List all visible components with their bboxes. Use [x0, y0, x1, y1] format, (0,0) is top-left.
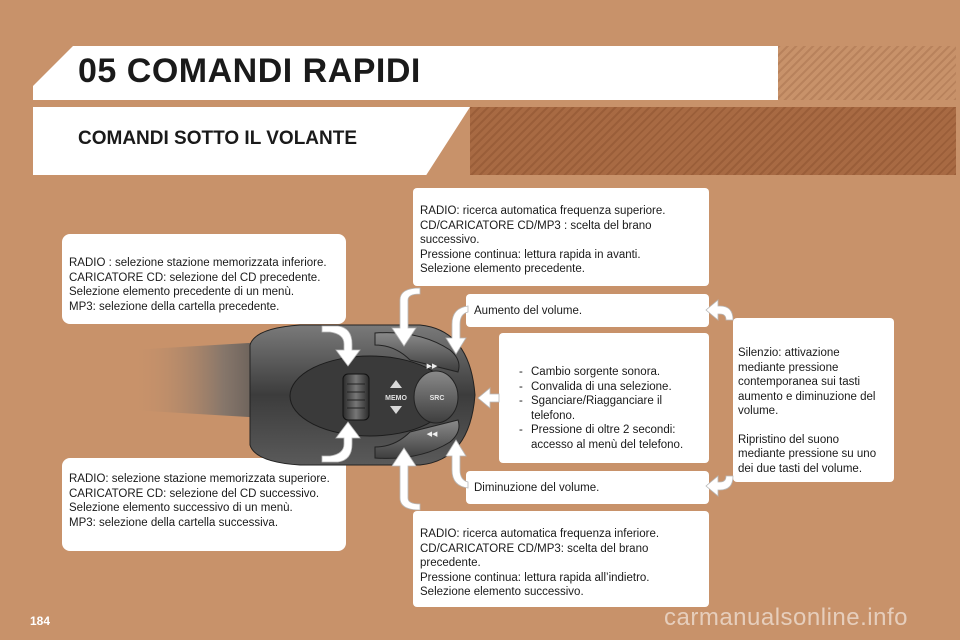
- memo-label: MEMO: [385, 395, 407, 402]
- callout-radio-prev-station: RADIO : selezione stazione memorizzata inferiore. CARICATORE CD: selezione del CD precedente. Selezione elemento precedente di un menù. MP3: selezione della cartella precedente.: [62, 234, 346, 324]
- callout-search-down: RADIO: ricerca automatica frequenza inferiore. CD/CARICATORE CD/MP3: scelta del brano precedente. Pressione continua: lettura rapida all’indietro. Selezione elemento successivo.: [413, 511, 709, 607]
- list-item: - Cambio sorgente sonora.: [531, 365, 703, 380]
- callout-radio-next-station: RADIO: selezione stazione memorizzata superiore. CARICATORE CD: selezione del CD successivo. Selezione elemento successivo di un menù. MP3: selezione della cartella successiva.: [62, 458, 346, 551]
- list-item: - Sganciare/Riagganciare il telefono.: [531, 394, 703, 423]
- callout-search-up: RADIO: ricerca automatica frequenza superiore. CD/CARICATORE CD/MP3 : scelta del brano successivo. Pressione continua: lettura rapida in avanti. Selezione elemento precedente.: [413, 188, 709, 286]
- page-title: 05 COMANDI RAPIDI: [78, 52, 421, 90]
- section-title: COMANDI SOTTO IL VOLANTE: [78, 128, 358, 149]
- arrow-mute-down: [706, 476, 733, 496]
- arrow-src: [478, 388, 499, 408]
- callout-mute: Silenzio: attivazione mediante pressione contemporanea sui tasti aumento e diminuzione del volume. Ripristino del suono mediante pressione su uno dei due tasti del volume.: [733, 318, 894, 482]
- callout-volume-down: Diminuzione del volume.: [466, 471, 709, 504]
- forward-icon: ▶▶: [426, 362, 438, 370]
- list-item: - Convalida di una selezione.: [531, 380, 703, 395]
- page-number: 184: [30, 614, 51, 628]
- src-label: SRC: [429, 395, 445, 402]
- callout-volume-up: Aumento del volume.: [466, 294, 709, 327]
- watermark: carmanualsonline.info: [664, 604, 908, 631]
- arrow-mute-up: [706, 300, 733, 320]
- memo-wheel: [343, 374, 369, 420]
- list-item: - Pressione di oltre 2 secondi: accesso al menù del telefono.: [531, 423, 703, 452]
- rewind-icon: ◀◀: [426, 430, 438, 438]
